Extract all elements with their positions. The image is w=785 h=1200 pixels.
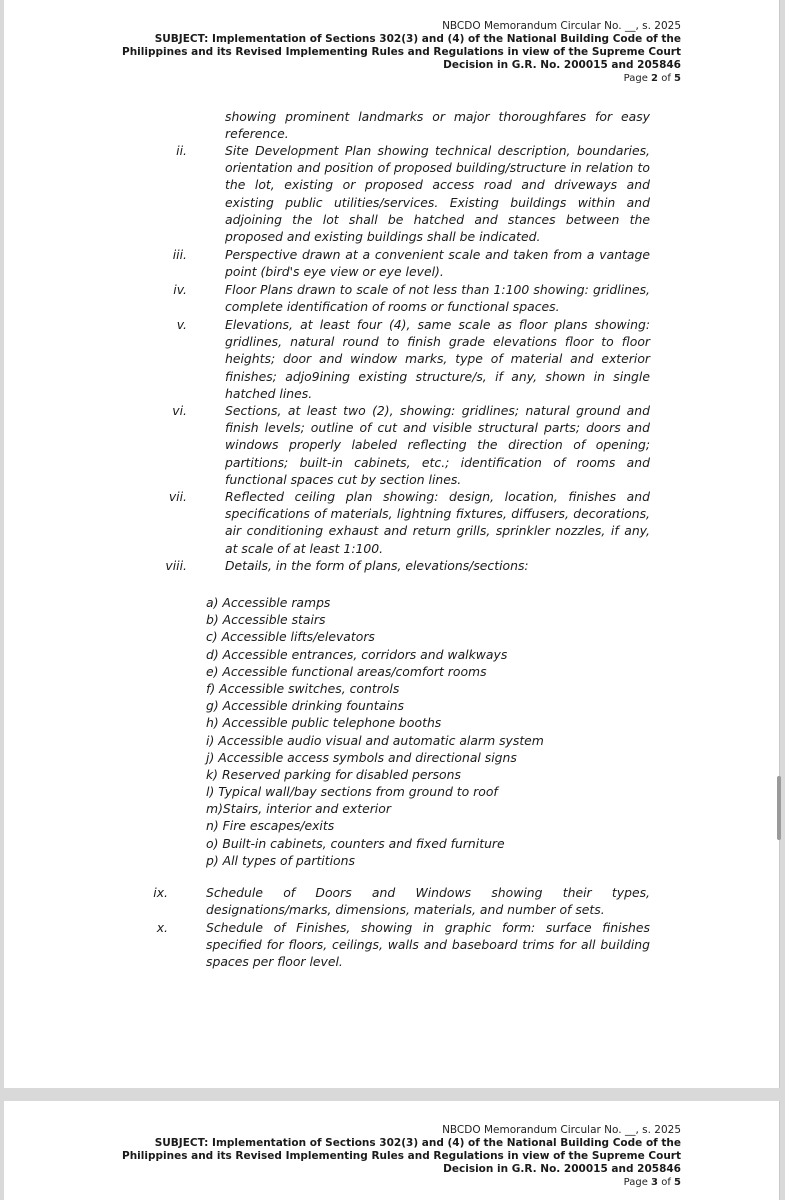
page-prefix: Page bbox=[623, 73, 648, 84]
subject-line bbox=[91, 1137, 681, 1176]
item-number: v. bbox=[176, 317, 187, 332]
page-number bbox=[91, 72, 681, 85]
sub-list-item: k) Reserved parking for disabled persons bbox=[206, 766, 461, 782]
sub-list-item: p) All types of partitions bbox=[206, 852, 355, 868]
page-current: 2 bbox=[651, 73, 659, 84]
document-page-next bbox=[4, 1101, 780, 1200]
scrollbar-thumb[interactable] bbox=[777, 776, 781, 840]
page-current: 3 bbox=[651, 1177, 659, 1188]
sub-list-item: e) Accessible functional areas/comfort rooms bbox=[206, 663, 487, 679]
sub-list-item: b) Accessible stairs bbox=[206, 612, 326, 628]
item-number: vii. bbox=[168, 489, 187, 504]
item-text: Details, in the form of plans, elevations/sections: bbox=[225, 558, 529, 573]
details-sublist bbox=[206, 594, 544, 869]
sub-list-item: m)Stairs, interior and exterior bbox=[206, 801, 391, 817]
item-text: Schedule of Finishes, showing in graphic form: surface finishes specified for floors, ceilings, walls and baseboard trims for all building spaces per floor level. bbox=[206, 920, 650, 970]
item-text: Elevations, at least four (4), same scale as floor plans showing: gridlines, natural round to finish grade elevations floor to floor heights; door and window marks, type of material and exterior finishes; adjo9ining existing structure/s, if any, shown in single hatched lines. bbox=[225, 317, 650, 401]
item-text: Floor Plans drawn to scale of not less than 1:100 showing: gridlines, complete identification of rooms or functional spaces. bbox=[225, 282, 650, 315]
item-number: ii. bbox=[176, 143, 187, 158]
page-total: 5 bbox=[674, 1177, 681, 1188]
sub-list-item: f) Accessible switches, controls bbox=[206, 680, 400, 696]
item-number: viii. bbox=[165, 558, 187, 573]
item-text: Perspective drawn at a convenient scale and taken from a vantage point (bird's eye view or eye level). bbox=[225, 247, 650, 280]
memo-number: NBCDO Memorandum Circular No. __, s. 2025 bbox=[442, 20, 681, 32]
document-page bbox=[4, 0, 780, 1088]
subject-text: Implementation of Sections 302(3) and (4) of the National Building Code of the Philippines and its Revised Implementing Rules and Regulations in view of the Supreme Court Decision in G.R. No. 200015 and 205846 bbox=[122, 1137, 681, 1175]
subject-text: Implementation of Sections 302(3) and (4) of the National Building Code of the Philippines and its Revised Implementing Rules and Regulations in view of the Supreme Court Decision in G.R. No. 200015 and 205846 bbox=[122, 33, 681, 71]
sub-list-item: h) Accessible public telephone booths bbox=[206, 715, 442, 731]
sub-list-item: a) Accessible ramps bbox=[206, 595, 331, 610]
sub-list-item: j) Accessible access symbols and directional signs bbox=[206, 749, 517, 765]
page-of: of bbox=[661, 73, 671, 84]
sub-list-item: d) Accessible entrances, corridors and walkways bbox=[206, 646, 508, 662]
page-of: of bbox=[661, 1177, 671, 1188]
sub-list-item: l) Typical wall/bay sections from ground to roof bbox=[206, 784, 498, 800]
page-header bbox=[91, 20, 681, 85]
item-number: iv. bbox=[173, 282, 187, 297]
sub-list-item: n) Fire escapes/exits bbox=[206, 818, 335, 834]
subject-label: SUBJECT: bbox=[154, 33, 209, 45]
page-total: 5 bbox=[674, 73, 681, 84]
sub-list-item: g) Accessible drinking fountains bbox=[206, 698, 404, 714]
continuation-text: showing prominent landmarks or major thoroughfares for easy reference. bbox=[225, 109, 650, 142]
sub-list-item: c) Accessible lifts/elevators bbox=[206, 629, 375, 645]
page-header bbox=[91, 1124, 681, 1189]
page-number bbox=[91, 1176, 681, 1189]
item-number: vi. bbox=[172, 403, 187, 418]
item-number: iii. bbox=[172, 247, 187, 262]
sub-list-item: o) Built-in cabinets, counters and fixed furniture bbox=[206, 835, 505, 851]
item-text: Sections, at least two (2), showing: gridlines; natural ground and finish levels; outline of cut and visible structural parts; doors and windows properly labeled reflecting the direction of opening; partitions; built-in cabinets, etc.; identification of rooms and functional spaces cut by section lines. bbox=[225, 403, 650, 487]
subject-line bbox=[91, 33, 681, 72]
item-text: Schedule of Doors and Windows showing their types, designations/marks, dimensions, materials, and number of sets. bbox=[206, 885, 650, 918]
item-number: x. bbox=[156, 920, 168, 935]
memo-number: NBCDO Memorandum Circular No. __, s. 2025 bbox=[442, 1124, 681, 1136]
item-number: ix. bbox=[153, 885, 168, 900]
item-text: Site Development Plan showing technical description, boundaries, orientation and position of proposed building/structure in relation to the lot, existing or proposed access road and driveways and existing public utilities/services. Existing buildings within and adjoining the lot shall be hatched and stances between the proposed and existing buildings shall be indicated. bbox=[225, 143, 650, 245]
page-prefix: Page bbox=[623, 1177, 648, 1188]
subject-label: SUBJECT: bbox=[154, 1137, 209, 1149]
sub-list-item: i) Accessible audio visual and automatic alarm system bbox=[206, 732, 544, 748]
item-text: Reflected ceiling plan showing: design, location, finishes and specifications of materials, lightning fixtures, diffusers, decorations, air conditioning exhaust and return grills, sprinkler nozzles, if any, at scale of at least 1:100. bbox=[225, 489, 650, 556]
